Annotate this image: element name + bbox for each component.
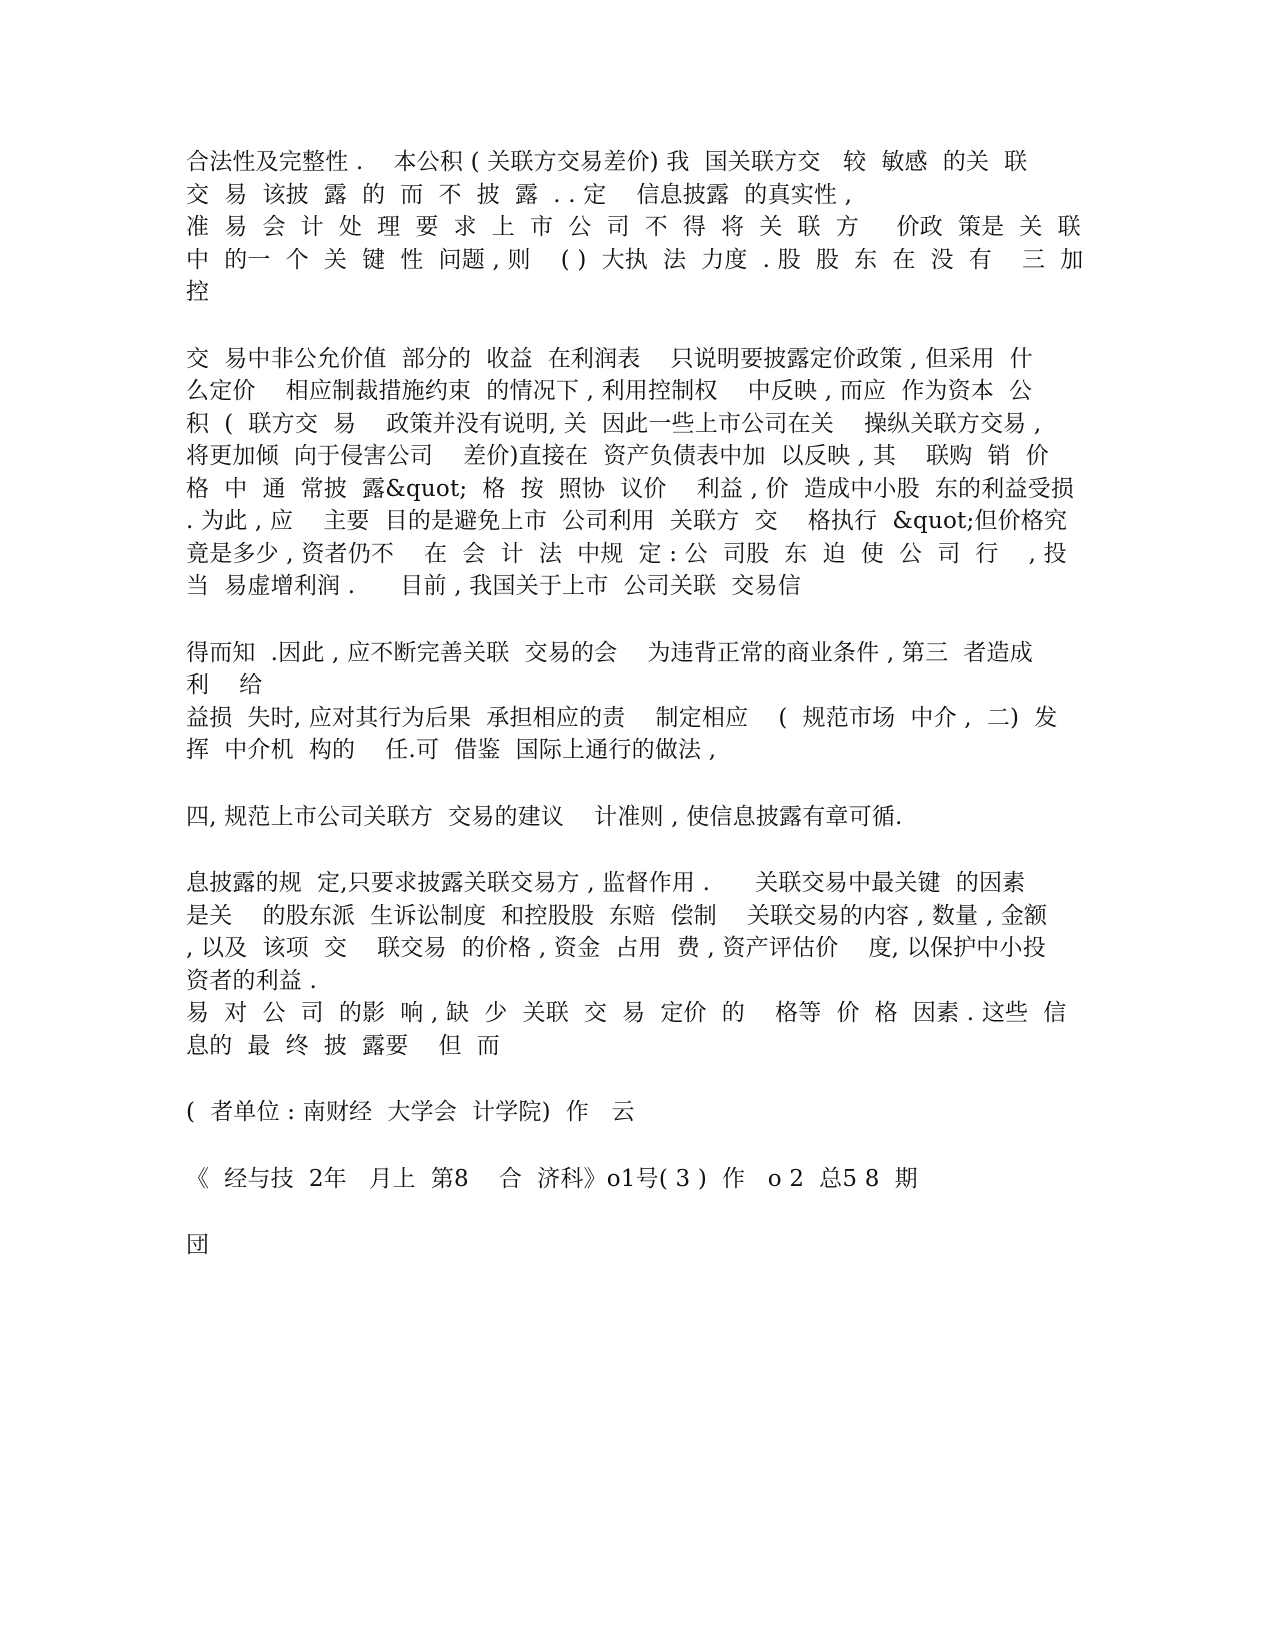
text-line: . 为此 , 应 主要 目的是避免上市 公司利用 关联方 交 格执行 &quot;但价格究	[186, 508, 1068, 534]
text-line: 益损 失时, 应对其行为后果 承担相应的责 制定相应 ( 规范市场 中介 , 二) 发	[186, 704, 1058, 731]
text-line: 当 易虚增利润 . 目前 , 我国关于上市 公司关联 交易信	[186, 573, 801, 599]
text-line: 息披露的规 定,只要求披露关联交易方 , 监督作用 . 关联交易中最关键 的因素	[186, 870, 1026, 896]
paragraph-5	[186, 867, 1106, 1062]
text-line: 资者的利益 .	[186, 967, 318, 994]
text-line: 挥 中介机 构的 任.可 借鉴 国际上通行的做法 ,	[186, 737, 717, 763]
text-line: 団	[186, 1232, 210, 1258]
text-line: 交 易中非公允价值 部分的 收益 在利润表 只说明要披露定价政策 , 但采用 什	[186, 345, 1033, 372]
text-line: 中 的一 个 关 键 性 问题 , 则 ( ) 大执 法 力度 . 股 股 东 在 没 有 三 加	[186, 246, 1084, 273]
text-line: 《 经与技 2年 月上 第8 合 济科》o1号( 3 ) 作 o 2 总5 8 期	[186, 1165, 918, 1192]
document-page	[186, 146, 1106, 1296]
paragraph-1	[186, 146, 1106, 309]
text-line: 将更加倾 向于侵害公司 差价)直接在 资产负债表中加 以反映 , 其 联购 销 价	[186, 443, 1049, 469]
paragraph-4	[186, 801, 1106, 834]
paragraph-2	[186, 343, 1106, 603]
text-line: 格 中 通 常披 露&quot; 格 按 照协 议价 利益 , 价 造成中小股 东的利益受损	[186, 475, 1075, 502]
text-line: ( 者单位 : 南财经 大学会 计学院) 作 云	[186, 1099, 635, 1125]
paragraph-3	[186, 637, 1106, 767]
text-line: 准 易 会 计 处 理 要 求 上 市 公 司 不 得 将 关 联 方 价政 策是 关 联	[186, 214, 1081, 240]
text-line: 控	[186, 279, 210, 305]
text-line: 息的 最 终 披 露要 但 而	[186, 1032, 500, 1059]
text-line: 么定价 相应制裁措施约束 的情况下 , 利用控制权 中反映 , 而应 作为资本 公	[186, 378, 1033, 404]
text-line: 得而知 .因此 , 应不断完善关联 交易的会 为违背正常的商业条件 , 第三 者造成	[186, 639, 1033, 666]
text-line: 积 ( 联方交 易 政策并没有说明, 关 因此一些上市公司在关 操纵关联方交易 ,	[186, 410, 1042, 437]
text-line: 竟是多少 , 资者仍不 在 会 计 法 中规 定 : 公 司股 东 迫 使 公 司 行 , 投	[186, 540, 1067, 567]
text-line: 易 对 公 司 的影 响 , 缺 少 关联 交 易 定价 的 格等 价 格 因素 . 这些 信	[186, 1000, 1067, 1026]
journal-citation	[186, 1163, 1106, 1196]
text-line: 交 易 该披 露 的 而 不 披 露 . . 定 信息披露 的真实性 ,	[186, 181, 853, 208]
text-line: 是关 的股东派 生诉讼制度 和控股股 东赔 偿制 关联交易的内容 , 数量 , 金额	[186, 902, 1048, 929]
text-line: 合法性及完整性 . 本公积 ( 关联方交易差价) 我 国关联方交 较 敏感 的关 联	[186, 149, 1028, 175]
text-line: 利 给	[186, 672, 263, 698]
trailing-mark	[186, 1229, 1106, 1262]
text-line: 四, 规范上市公司关联方 交易的建议 计准则 , 使信息披露有章可循.	[186, 803, 903, 830]
author-affiliation	[186, 1096, 1106, 1129]
text-line: , 以及 该项 交 联交易 的价格 , 资金 占用 费 , 资产评估价 度, 以保护中小投	[186, 935, 1046, 961]
